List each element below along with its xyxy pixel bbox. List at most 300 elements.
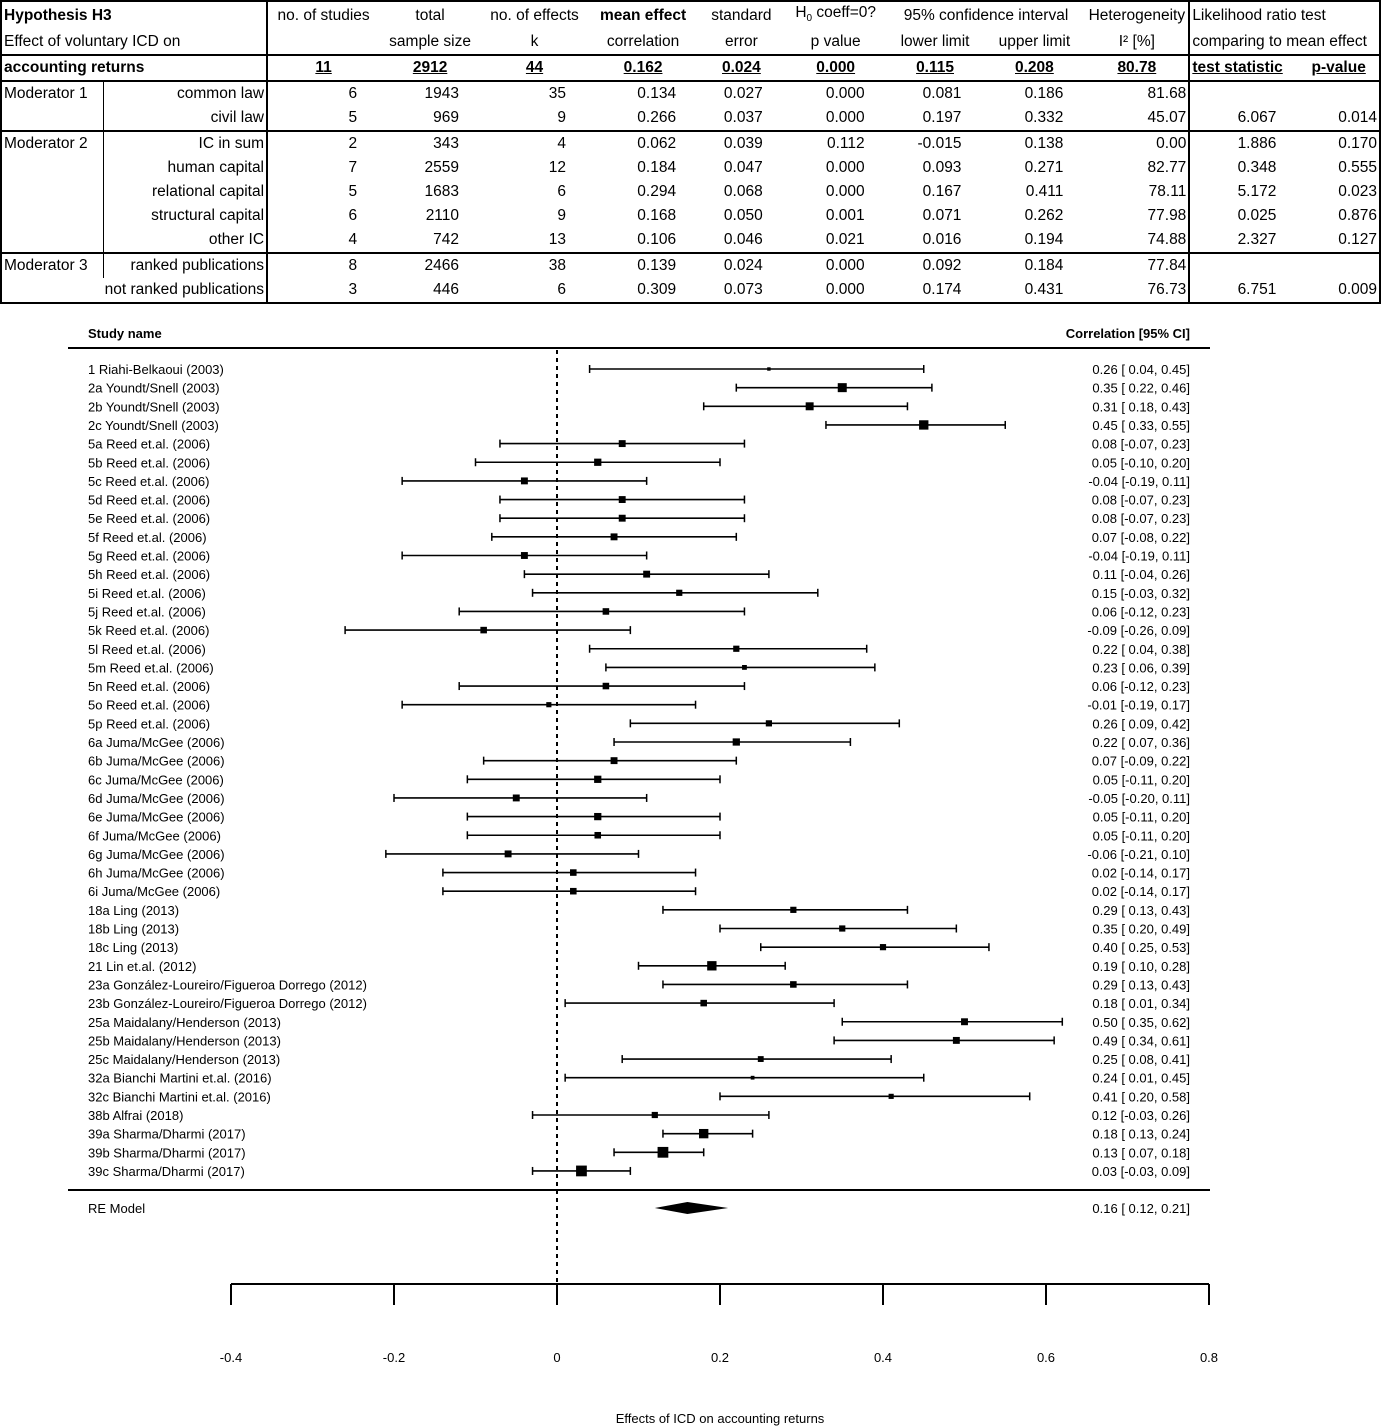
overall-studies: 11: [267, 55, 379, 81]
moderator-level: human capital: [104, 156, 267, 180]
cell-lrt-stat: [1189, 81, 1298, 106]
study-name: 25c Maidalany/Henderson (2013): [88, 1052, 281, 1068]
effect-label: 0.23 [ 0.06, 0.39]: [1092, 660, 1190, 676]
header-het: Heterogeneity: [1085, 1, 1189, 30]
study-row: [88, 791, 1190, 806]
study-row: [88, 996, 1190, 1011]
cell-lower: 0.167: [922, 183, 962, 201]
header-effects-2: k: [530, 33, 539, 51]
cell-effects: 6: [557, 183, 567, 201]
cell-se: 0.068: [723, 183, 763, 201]
cell-lrt-p: 0.170: [1298, 131, 1380, 156]
study-name: 39c Sharma/Dharmi (2017): [88, 1163, 245, 1179]
cell-studies: 2: [267, 131, 379, 156]
moderator-label: [1, 228, 104, 253]
cell-sample: 2559: [424, 159, 460, 177]
cell-upper: 0.332: [1024, 109, 1064, 127]
effect-label: 0.31 [ 0.18, 0.43]: [1092, 399, 1190, 415]
header-mean: mean effect: [599, 7, 687, 25]
point-estimate: [766, 720, 772, 726]
cell-studies: 6: [348, 207, 358, 225]
moderator-label: [1, 204, 104, 228]
study-row: [88, 1071, 1190, 1086]
point-estimate: [839, 925, 845, 931]
effect-label: 0.08 [-0.07, 0.23]: [1091, 511, 1190, 527]
cell-sample: 742: [433, 231, 460, 249]
cell-se: 0.039: [698, 131, 785, 156]
point-estimate: [603, 608, 610, 615]
header-lower: lower limit: [900, 33, 970, 51]
cell-mean: 0.062: [588, 131, 698, 156]
point-estimate: [767, 367, 770, 370]
cell-het: 45.07: [1085, 106, 1189, 131]
study-row: [88, 549, 1190, 564]
study-name: 2a Youndt/Snell (2003): [88, 380, 220, 396]
cell-se: 0.024: [698, 253, 785, 278]
study-row: [88, 1089, 1190, 1104]
header-ci: 95% confidence interval: [903, 7, 1069, 25]
cell-mean: 0.139: [588, 253, 698, 278]
effect-label: -0.04 [-0.19, 0.11]: [1088, 548, 1190, 564]
cell-sample: 343: [379, 131, 481, 156]
effect-label: 0.06 [-0.12, 0.23]: [1091, 679, 1190, 695]
cell-studies: 4: [348, 231, 358, 249]
cell-se: 0.050: [723, 207, 763, 225]
cell-lrt-p: 0.876: [1338, 207, 1377, 225]
cell-upper: 0.194: [1024, 231, 1064, 249]
cell-effects: 13: [548, 231, 567, 249]
study-row: [88, 940, 1190, 955]
effect-label: 0.41 [ 0.20, 0.58]: [1092, 1089, 1190, 1105]
point-estimate: [643, 571, 650, 578]
study-name: 18a Ling (2013): [88, 902, 180, 918]
effect-label: 0.25 [ 0.08, 0.41]: [1092, 1052, 1190, 1068]
x-axis-label: Effects of ICD on accounting returns: [615, 1411, 825, 1426]
header-se-2: error: [725, 33, 758, 51]
cell-p: 0.000: [825, 183, 865, 201]
effect-label: 0.08 [-0.07, 0.23]: [1091, 436, 1190, 452]
moderator-level: common law: [104, 81, 267, 106]
effect-label: 0.12 [-0.03, 0.26]: [1091, 1108, 1190, 1123]
cell-p: 0.000: [825, 281, 865, 299]
point-estimate: [889, 1094, 894, 1099]
moderator-level: other IC: [104, 228, 267, 253]
moderator-label: [1, 106, 104, 131]
moderator-level: not ranked publications: [1, 278, 267, 303]
cell-p: 0.000: [785, 253, 887, 278]
cell-lower: 0.071: [922, 207, 962, 225]
study-name: 5k Reed et.al. (2006): [88, 623, 210, 639]
cell-lrt-p: 0.023: [1338, 183, 1377, 201]
moderator-level: ranked publications: [104, 253, 267, 278]
study-row: [88, 399, 1190, 414]
effect-label: 0.02 [-0.14, 0.17]: [1091, 865, 1190, 881]
effect-label: 0.26 [ 0.04, 0.45]: [1092, 362, 1190, 377]
cell-effects: 4: [481, 131, 588, 156]
study-row: [88, 586, 1190, 601]
cell-upper: 0.262: [1024, 207, 1064, 225]
header-het-2: I² [%]: [1085, 30, 1189, 55]
cell-het: 81.68: [1085, 81, 1189, 106]
point-estimate: [603, 683, 610, 690]
header-row-2: [1, 30, 1380, 55]
study-row: [88, 362, 1190, 377]
study-name: 39a Sharma/Dharmi (2017): [88, 1126, 246, 1142]
effect-label: -0.04 [-0.19, 0.11]: [1088, 473, 1190, 489]
point-estimate: [619, 440, 626, 447]
study-name: 6i Juma/McGee (2006): [88, 884, 221, 900]
effect-label: 0.35 [ 0.22, 0.46]: [1092, 380, 1190, 396]
study-row: [88, 567, 1190, 582]
study-name: 39b Sharma/Dharmi (2017): [88, 1145, 246, 1161]
summary-table: [0, 0, 1381, 304]
h0-subscript: 0: [806, 13, 813, 25]
study-row: [88, 716, 1190, 731]
h0-label: H: [795, 4, 807, 21]
point-estimate: [570, 888, 577, 895]
cell-studies: 3: [348, 281, 358, 299]
summary-row: [88, 1201, 1190, 1216]
study-rows: [88, 362, 1190, 1179]
effect-label: 0.13 [ 0.07, 0.18]: [1092, 1145, 1190, 1161]
moderator-level: relational capital: [104, 180, 267, 204]
cell-upper: 0.431: [1024, 281, 1064, 299]
point-estimate: [546, 702, 551, 707]
point-estimate: [576, 1166, 587, 1177]
effect-label: 0.19 [ 0.10, 0.28]: [1092, 958, 1190, 974]
study-row: [88, 381, 1190, 396]
x-tick-label: -0.4: [219, 1350, 243, 1365]
cell-upper: 0.184: [983, 253, 1085, 278]
correlation-header: Correlation [95% CI]: [1065, 326, 1190, 341]
effect-label: 0.45 [ 0.33, 0.55]: [1092, 417, 1190, 433]
cell-lrt-stat: [1189, 253, 1298, 278]
study-row: [88, 1164, 1190, 1179]
cell-p: 0.021: [825, 231, 865, 249]
study-name: 5e Reed et.al. (2006): [88, 511, 211, 527]
effect-label: 0.11 [-0.04, 0.26]: [1092, 567, 1190, 583]
study-name: 23a González-Loureiro/Figueroa Dorrego (2012): [88, 977, 367, 993]
study-row: [88, 866, 1190, 881]
cell-studies: 6: [267, 81, 379, 106]
effect-label: 0.07 [-0.09, 0.22]: [1091, 753, 1190, 769]
study-row: [88, 642, 1190, 657]
study-name: 5h Reed et.al. (2006): [88, 567, 211, 583]
study-row: [88, 847, 1190, 862]
study-row: [88, 511, 1190, 526]
cell-effects: 38: [481, 253, 588, 278]
effect-label: 0.29 [ 0.13, 0.43]: [1092, 902, 1190, 918]
header-sample-2: sample size: [389, 33, 471, 51]
study-row: [88, 698, 1190, 713]
cell-se: 0.047: [723, 159, 763, 177]
cell-mean: 0.106: [637, 231, 677, 249]
x-tick-label: 0.8: [1199, 1350, 1219, 1365]
study-name: 5p Reed et.al. (2006): [88, 716, 211, 732]
header-effects: no. of effects: [490, 7, 579, 25]
cell-lrt-p: 0.009: [1338, 281, 1377, 299]
study-row: [88, 1108, 1190, 1123]
moderator-row: [1, 180, 1380, 204]
point-estimate: [594, 776, 601, 783]
point-estimate: [733, 646, 739, 652]
effect-label: -0.05 [-0.20, 0.11]: [1088, 790, 1190, 806]
cell-lower: 0.092: [887, 253, 984, 278]
moderator-row: [1, 131, 1380, 156]
study-name: 6h Juma/McGee (2006): [88, 865, 225, 881]
summary-effect-label: 0.16 [ 0.12, 0.21]: [1092, 1201, 1190, 1216]
study-name: 21 Lin et.al. (2012): [88, 958, 197, 974]
cell-se: 0.037: [723, 109, 763, 127]
effect-label: 0.35 [ 0.20, 0.49]: [1092, 921, 1190, 937]
cell-lrt-stat: 5.172: [1237, 183, 1277, 201]
study-row: [88, 1052, 1190, 1067]
cell-lower: -0.015: [887, 131, 984, 156]
cell-effects: 9: [557, 109, 567, 127]
study-row: [88, 1015, 1190, 1030]
point-estimate: [790, 907, 796, 913]
cell-mean: 0.184: [637, 159, 677, 177]
study-row: [88, 1033, 1190, 1048]
table-subtitle-bold: accounting returns: [1, 55, 267, 81]
x-tick-label: 0.2: [710, 1350, 730, 1365]
effect-label: 0.15 [-0.03, 0.32]: [1091, 585, 1190, 601]
study-row: [88, 903, 1190, 918]
effect-label: 0.50 [ 0.35, 0.62]: [1092, 1014, 1190, 1030]
effect-label: 0.26 [ 0.09, 0.42]: [1092, 716, 1190, 732]
x-axis: [220, 1284, 1218, 1365]
moderator-label: [1, 180, 104, 204]
cell-sample: 2110: [425, 207, 460, 225]
study-row: [88, 455, 1190, 470]
point-estimate: [751, 1076, 755, 1080]
overall-lower: 0.115: [887, 55, 984, 81]
point-estimate: [480, 627, 487, 634]
summary-label: RE Model: [88, 1201, 146, 1216]
point-estimate: [594, 813, 601, 820]
study-name: 5i Reed et.al. (2006): [88, 585, 206, 601]
x-tick-label: 0.4: [873, 1350, 893, 1365]
h0-label-rest: coeff=0?: [812, 4, 877, 21]
study-name: 5g Reed et.al. (2006): [88, 548, 211, 564]
moderator-level: structural capital: [104, 204, 267, 228]
study-name: 2c Youndt/Snell (2003): [88, 417, 219, 433]
study-name: 6a Juma/McGee (2006): [88, 735, 225, 750]
cell-lrt-stat: 6.751: [1237, 281, 1277, 299]
cell-effects: 12: [548, 159, 567, 177]
effect-label: 0.03 [-0.03, 0.09]: [1091, 1163, 1190, 1179]
effect-label: 0.24 [ 0.01, 0.45]: [1092, 1070, 1190, 1086]
study-row: [88, 623, 1190, 638]
cell-upper: 0.271: [1024, 159, 1064, 177]
moderator-level: civil law: [104, 106, 267, 131]
x-tick-label: 0.6: [1036, 1350, 1056, 1365]
header-sample: total: [415, 7, 445, 25]
header-lrt: Likelihood ratio test: [1192, 7, 1326, 25]
overall-upper: 0.208: [983, 55, 1085, 81]
point-estimate: [652, 1112, 658, 1118]
moderator-label: [1, 156, 104, 180]
study-row: [88, 418, 1190, 433]
moderator-row: [1, 156, 1380, 180]
cell-het: 76.73: [1085, 278, 1189, 303]
cell-het: 78.11: [1085, 180, 1189, 204]
cell-mean: 0.168: [637, 207, 677, 225]
header-h0: [785, 1, 887, 30]
study-name: 5b Reed et.al. (2006): [88, 455, 211, 471]
cell-het: 77.84: [1085, 253, 1189, 278]
point-estimate: [790, 981, 797, 988]
effect-label: 0.40 [ 0.25, 0.53]: [1092, 940, 1190, 956]
study-row: [88, 437, 1190, 452]
cell-lrt-stat: 2.327: [1237, 231, 1277, 249]
study-name: 6d Juma/McGee (2006): [88, 790, 225, 806]
point-estimate: [513, 795, 520, 802]
effect-label: 0.05 [-0.10, 0.20]: [1091, 455, 1190, 471]
cell-mean: 0.266: [637, 109, 677, 127]
point-estimate: [919, 420, 928, 429]
moderator-row: [1, 228, 1380, 253]
x-tick-label: 0: [553, 1350, 561, 1365]
point-estimate: [611, 533, 618, 540]
point-estimate: [658, 1147, 669, 1158]
overall-sample: 2912: [379, 55, 481, 81]
cell-lrt-p: 0.014: [1338, 109, 1377, 127]
overall-het: 80.78: [1085, 55, 1189, 81]
cell-effects: 6: [557, 281, 567, 299]
point-estimate: [758, 1056, 764, 1062]
effect-label: -0.06 [-0.21, 0.10]: [1087, 846, 1190, 862]
cell-lower: 0.197: [922, 109, 962, 127]
study-name: 2b Youndt/Snell (2003): [88, 399, 220, 415]
effect-label: 0.05 [-0.11, 0.20]: [1092, 828, 1190, 844]
forest-plot: [0, 300, 1381, 1428]
table-title: Hypothesis H3: [1, 1, 267, 30]
point-estimate: [806, 402, 814, 410]
study-name: 5n Reed et.al. (2006): [88, 679, 211, 695]
moderator-label: Moderator 2: [1, 131, 104, 156]
overall-row: [1, 55, 1380, 81]
x-tick-label: -0.2: [382, 1350, 406, 1365]
point-estimate: [699, 1129, 708, 1138]
cell-se: 0.073: [723, 281, 763, 299]
cell-het: 82.77: [1085, 156, 1189, 180]
point-estimate: [611, 757, 618, 764]
study-name: 38b Alfrai (2018): [88, 1108, 184, 1123]
point-estimate: [619, 515, 626, 522]
cell-lower: 0.016: [922, 231, 962, 249]
study-name: 32a Bianchi Martini et.al. (2016): [88, 1070, 272, 1086]
study-name: 5m Reed et.al. (2006): [88, 660, 214, 676]
study-name: 5d Reed et.al. (2006): [88, 492, 211, 508]
cell-het: 74.88: [1085, 228, 1189, 253]
study-name: 6g Juma/McGee (2006): [88, 846, 225, 862]
point-estimate: [594, 832, 601, 839]
study-row: [88, 959, 1190, 974]
point-estimate: [521, 477, 528, 484]
effect-label: 0.18 [ 0.13, 0.24]: [1092, 1126, 1190, 1142]
moderator-rows: [1, 81, 1380, 303]
study-row: [88, 1145, 1190, 1160]
effect-label: 0.49 [ 0.34, 0.61]: [1092, 1033, 1190, 1049]
point-estimate: [733, 738, 740, 745]
cell-studies: 5: [348, 109, 358, 127]
cell-sample: 1683: [424, 183, 460, 201]
cell-p: 0.000: [825, 159, 865, 177]
study-name: 23b González-Loureiro/Figueroa Dorrego (2012): [88, 996, 367, 1012]
cell-sample: 1943: [379, 81, 481, 106]
study-row: [88, 735, 1190, 750]
header-se: standard: [711, 7, 772, 25]
effect-label: 0.02 [-0.14, 0.17]: [1091, 884, 1190, 900]
header-studies-2: [267, 30, 379, 55]
study-row: [88, 679, 1190, 694]
study-row: [88, 604, 1190, 619]
cell-lrt-p: [1298, 253, 1380, 278]
study-row: [88, 1127, 1190, 1142]
study-name: 18c Ling (2013): [88, 940, 179, 956]
cell-lrt-stat: 1.886: [1189, 131, 1298, 156]
point-estimate: [742, 665, 747, 670]
point-estimate: [707, 961, 716, 970]
cell-mean: 0.134: [588, 81, 698, 106]
effect-label: 0.22 [ 0.04, 0.38]: [1092, 641, 1190, 657]
cell-p: 0.001: [825, 207, 865, 225]
cell-studies: 5: [348, 183, 358, 201]
study-row: [88, 754, 1190, 769]
point-estimate: [961, 1018, 968, 1025]
cell-upper: 0.138: [983, 131, 1085, 156]
effect-label: -0.01 [-0.19, 0.17]: [1087, 697, 1190, 713]
effect-label: -0.09 [-0.26, 0.09]: [1087, 623, 1190, 639]
overall-effects: 44: [481, 55, 588, 81]
point-estimate: [505, 850, 512, 857]
cell-lower: 0.093: [922, 159, 962, 177]
cell-lrt-p: 0.127: [1338, 231, 1377, 249]
cell-sample: 446: [433, 281, 460, 299]
study-name: 25b Maidalany/Henderson (2013): [88, 1033, 281, 1049]
study-row: [88, 977, 1190, 992]
moderator-row: [1, 106, 1380, 131]
study-name: 6f Juma/McGee (2006): [88, 828, 221, 844]
study-name: 5f Reed et.al. (2006): [88, 529, 207, 545]
cell-p: 0.000: [785, 81, 887, 106]
cell-se: 0.046: [723, 231, 763, 249]
cell-studies: 8: [267, 253, 379, 278]
effect-label: 0.29 [ 0.13, 0.43]: [1092, 977, 1190, 993]
study-row: [88, 660, 1190, 675]
cell-p: 0.000: [825, 109, 865, 127]
study-row: [88, 828, 1190, 843]
study-row: [88, 493, 1190, 508]
cell-se: 0.027: [698, 81, 785, 106]
point-estimate: [676, 590, 682, 596]
study-name: 25a Maidalany/Henderson (2013): [88, 1014, 281, 1030]
header-upper: upper limit: [998, 33, 1071, 51]
overall-se: 0.024: [698, 55, 785, 81]
header-row-1: [1, 1, 1380, 30]
study-name: 1 Riahi-Belkaoui (2003): [88, 362, 224, 377]
point-estimate: [838, 383, 847, 392]
study-name: 5o Reed et.al. (2006): [88, 697, 211, 713]
effect-label: 0.08 [-0.07, 0.23]: [1091, 492, 1190, 508]
effect-label: 0.05 [-0.11, 0.20]: [1092, 772, 1190, 788]
cell-het: 0.00: [1085, 131, 1189, 156]
effect-label: 0.18 [ 0.01, 0.34]: [1092, 996, 1190, 1012]
point-estimate: [521, 552, 528, 559]
header-lrt-stat: test statistic: [1189, 55, 1298, 81]
cell-effects: 9: [557, 207, 567, 225]
